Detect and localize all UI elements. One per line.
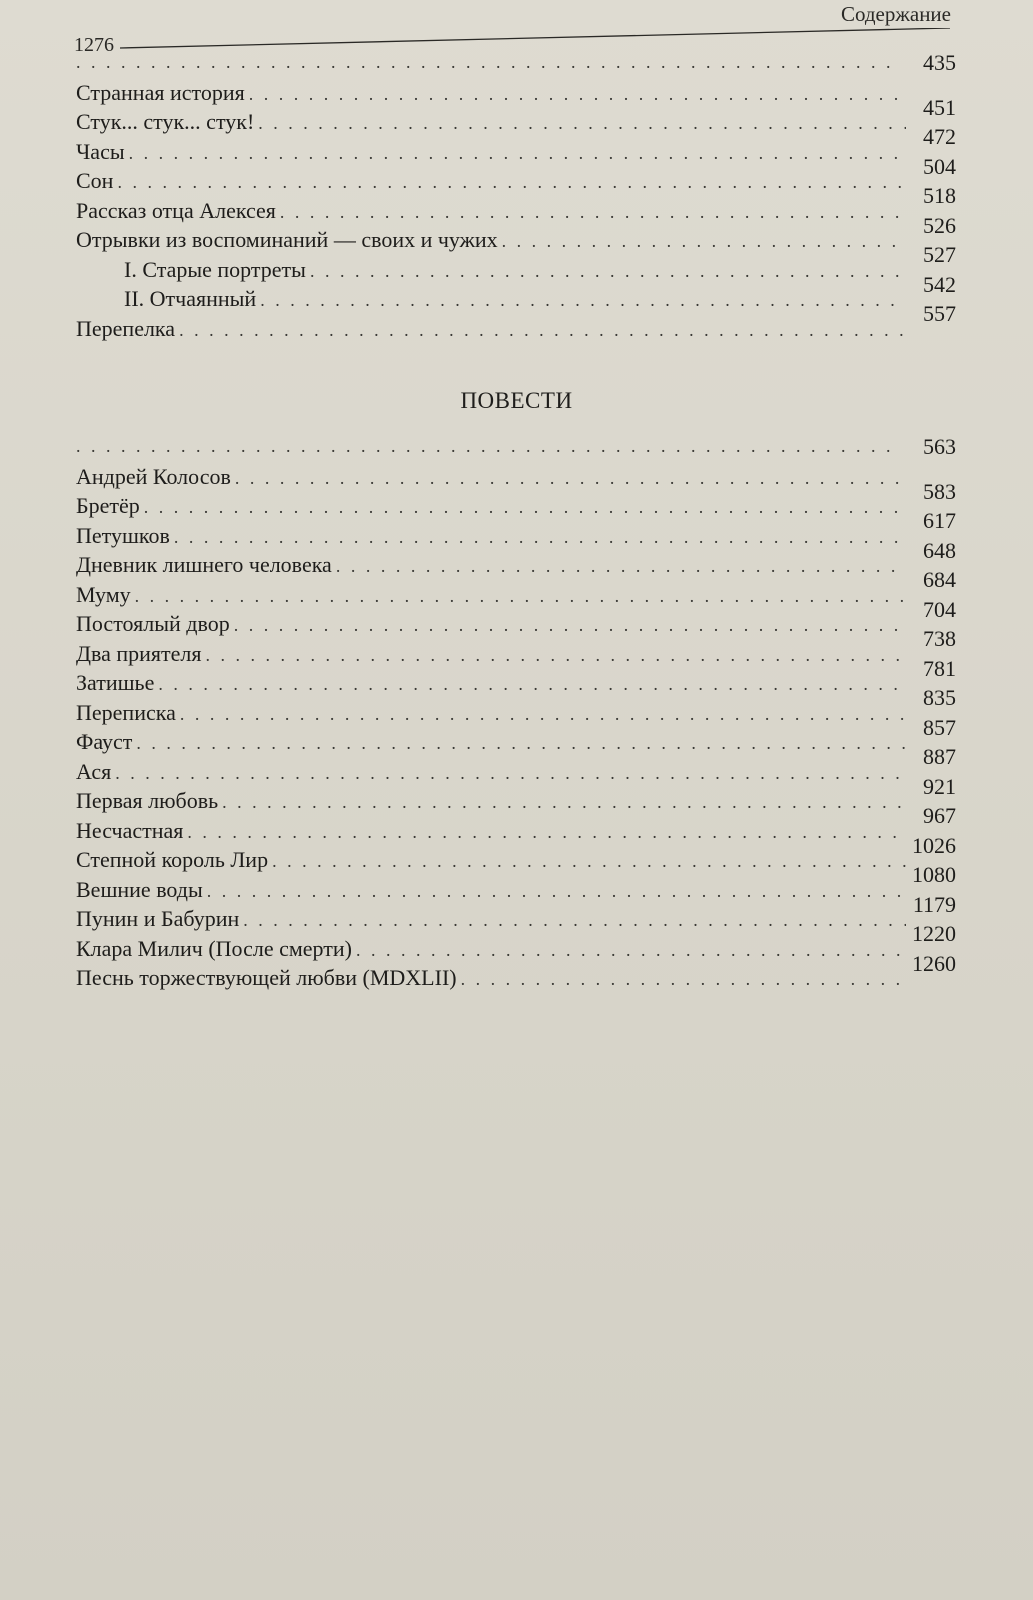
toc-entry[interactable] bbox=[76, 78, 956, 120]
toc-entry[interactable] bbox=[76, 875, 956, 917]
toc-entry[interactable] bbox=[76, 904, 956, 946]
dot-leader bbox=[115, 759, 906, 789]
toc-page-ref: 704 bbox=[923, 596, 956, 622]
toc-entry[interactable] bbox=[76, 963, 956, 993]
toc-entry[interactable] bbox=[76, 550, 956, 592]
toc-entry[interactable] bbox=[76, 107, 956, 149]
toc-page-ref: 583 bbox=[923, 478, 956, 504]
toc-entry[interactable] bbox=[76, 166, 956, 208]
toc-entry[interactable] bbox=[76, 727, 956, 769]
toc-page-ref: 518 bbox=[923, 183, 956, 208]
toc-entry-title: Андрей Колосов bbox=[76, 463, 231, 489]
toc-page-ref: 542 bbox=[923, 271, 956, 297]
toc-entry-title: Муму bbox=[76, 581, 131, 607]
toc-entry-title: Затишье bbox=[76, 670, 155, 695]
toc-entry[interactable] bbox=[76, 816, 956, 858]
toc-entry-title: Часы bbox=[76, 138, 125, 164]
toc-entry-title: Первая любовь bbox=[76, 788, 219, 813]
toc-orphan-row bbox=[76, 48, 956, 78]
toc-entry-title: Вешние воды bbox=[76, 876, 203, 902]
dot-leader bbox=[280, 198, 906, 228]
toc-entry[interactable] bbox=[76, 580, 956, 622]
running-header-title: Содержание bbox=[840, 2, 951, 26]
dot-leader bbox=[174, 523, 906, 553]
toc-page-ref: 781 bbox=[923, 655, 956, 681]
toc-page-ref: 738 bbox=[923, 626, 956, 651]
dot-leader bbox=[117, 168, 906, 198]
toc-entry-title: Переписка bbox=[76, 699, 176, 725]
dot-leader bbox=[356, 936, 906, 966]
toc-entry[interactable] bbox=[76, 639, 956, 681]
dot-leader bbox=[336, 552, 906, 582]
toc-entry-title: Степной король Лир bbox=[76, 847, 269, 872]
toc-entry[interactable] bbox=[76, 196, 956, 238]
toc-page-ref: 921 bbox=[923, 773, 956, 799]
dot-leader bbox=[235, 464, 906, 494]
toc-entry-title: Перепелка bbox=[76, 315, 176, 341]
toc-entry[interactable] bbox=[76, 757, 956, 799]
dot-leader bbox=[187, 818, 906, 848]
toc-entry-title: Сон bbox=[76, 168, 114, 193]
dot-leader bbox=[461, 965, 906, 995]
dot-leader bbox=[249, 80, 906, 110]
toc-page-ref: 435 bbox=[923, 50, 956, 75]
toc-orphan-row bbox=[76, 432, 956, 462]
dot-leader bbox=[234, 611, 906, 641]
toc-entry-title: Петушков bbox=[76, 522, 170, 548]
toc-entry-title: Ася bbox=[76, 758, 112, 784]
toc-entry[interactable] bbox=[76, 668, 956, 710]
dot-leader bbox=[76, 432, 906, 462]
toc-entry-title: Отрывки из воспоминаний — своих и чужих bbox=[76, 227, 498, 252]
toc-entry-title: Бретёр bbox=[76, 493, 140, 518]
dot-leader bbox=[207, 877, 906, 907]
toc-page-ref: 1080 bbox=[912, 862, 956, 887]
toc-entry-title: I. Старые портреты bbox=[124, 256, 306, 282]
toc-entry-title: Песнь торжествующей любви (MDXLII) bbox=[76, 965, 457, 990]
toc-page-ref: 527 bbox=[923, 242, 956, 267]
dot-leader bbox=[136, 729, 906, 759]
toc-page-ref: 563 bbox=[923, 434, 956, 459]
dot-leader bbox=[272, 847, 906, 877]
dot-leader bbox=[180, 700, 906, 730]
toc-entry-title: II. Отчаянный bbox=[124, 286, 257, 311]
toc-bottom-list bbox=[76, 432, 956, 993]
toc-page-ref: 1260 bbox=[912, 950, 956, 976]
toc-entry[interactable] bbox=[76, 255, 956, 297]
dot-leader bbox=[158, 670, 906, 700]
toc-entry[interactable] bbox=[76, 845, 956, 887]
dot-leader bbox=[76, 48, 906, 78]
toc-entry-title: Дневник лишнего человека bbox=[76, 552, 332, 577]
toc-page-ref: 857 bbox=[923, 714, 956, 740]
toc-entry[interactable] bbox=[76, 314, 956, 344]
dot-leader bbox=[502, 227, 906, 257]
page-number: 1276 bbox=[74, 34, 114, 56]
toc-entry[interactable] bbox=[76, 137, 956, 179]
toc-entry-title: Несчастная bbox=[76, 817, 184, 843]
toc-entry-title: Стук... стук... стук! bbox=[76, 109, 255, 134]
toc-page-ref: 1179 bbox=[912, 891, 956, 917]
section-heading: ПОВЕСТИ bbox=[460, 388, 573, 413]
toc-page-ref: 557 bbox=[923, 301, 956, 326]
dot-leader bbox=[243, 906, 906, 936]
toc-entry-title: Рассказ отца Алексея bbox=[76, 197, 276, 223]
toc-entry[interactable] bbox=[76, 521, 956, 563]
dot-leader bbox=[129, 139, 906, 169]
dot-leader bbox=[258, 109, 906, 139]
dot-leader bbox=[144, 493, 906, 523]
toc-entry[interactable] bbox=[76, 225, 956, 267]
toc-page-ref: 617 bbox=[923, 508, 956, 533]
dot-leader bbox=[310, 257, 906, 287]
toc-page-ref: 504 bbox=[923, 153, 956, 179]
toc-page-ref: 526 bbox=[923, 212, 956, 238]
toc-top-list bbox=[76, 48, 956, 343]
toc-page-ref: 967 bbox=[923, 803, 956, 828]
toc-page-ref: 887 bbox=[923, 744, 956, 769]
toc-entry[interactable] bbox=[76, 698, 956, 740]
toc-entry-title: Клара Милич (После смерти) bbox=[76, 935, 352, 961]
toc-entry-title: Два приятеля bbox=[76, 640, 202, 666]
toc-page-ref: 648 bbox=[923, 537, 956, 563]
toc-entry-title: Странная история bbox=[76, 79, 245, 105]
toc-page-ref: 1220 bbox=[912, 921, 956, 946]
toc-page-ref: 684 bbox=[923, 567, 956, 592]
dot-leader bbox=[206, 641, 906, 671]
toc-entry[interactable] bbox=[76, 462, 956, 504]
toc-entry[interactable] bbox=[76, 609, 956, 651]
toc-entry[interactable] bbox=[76, 491, 956, 533]
dot-leader bbox=[260, 286, 906, 316]
toc-entry[interactable] bbox=[76, 786, 956, 828]
toc-page-ref: 451 bbox=[923, 94, 956, 120]
dot-leader bbox=[222, 788, 906, 818]
dot-leader bbox=[179, 316, 906, 346]
toc-page-ref: 1026 bbox=[912, 832, 956, 858]
toc-page-ref: 835 bbox=[923, 685, 956, 710]
toc-entry[interactable] bbox=[76, 284, 956, 326]
toc-entry-title: Пунин и Бабурин bbox=[76, 906, 240, 931]
toc-entry[interactable] bbox=[76, 934, 956, 976]
toc-page-ref: 472 bbox=[923, 124, 956, 149]
toc-entry-title: Постоялый двор bbox=[76, 611, 230, 636]
toc-entry-title: Фауст bbox=[76, 729, 133, 754]
dot-leader bbox=[135, 582, 906, 612]
